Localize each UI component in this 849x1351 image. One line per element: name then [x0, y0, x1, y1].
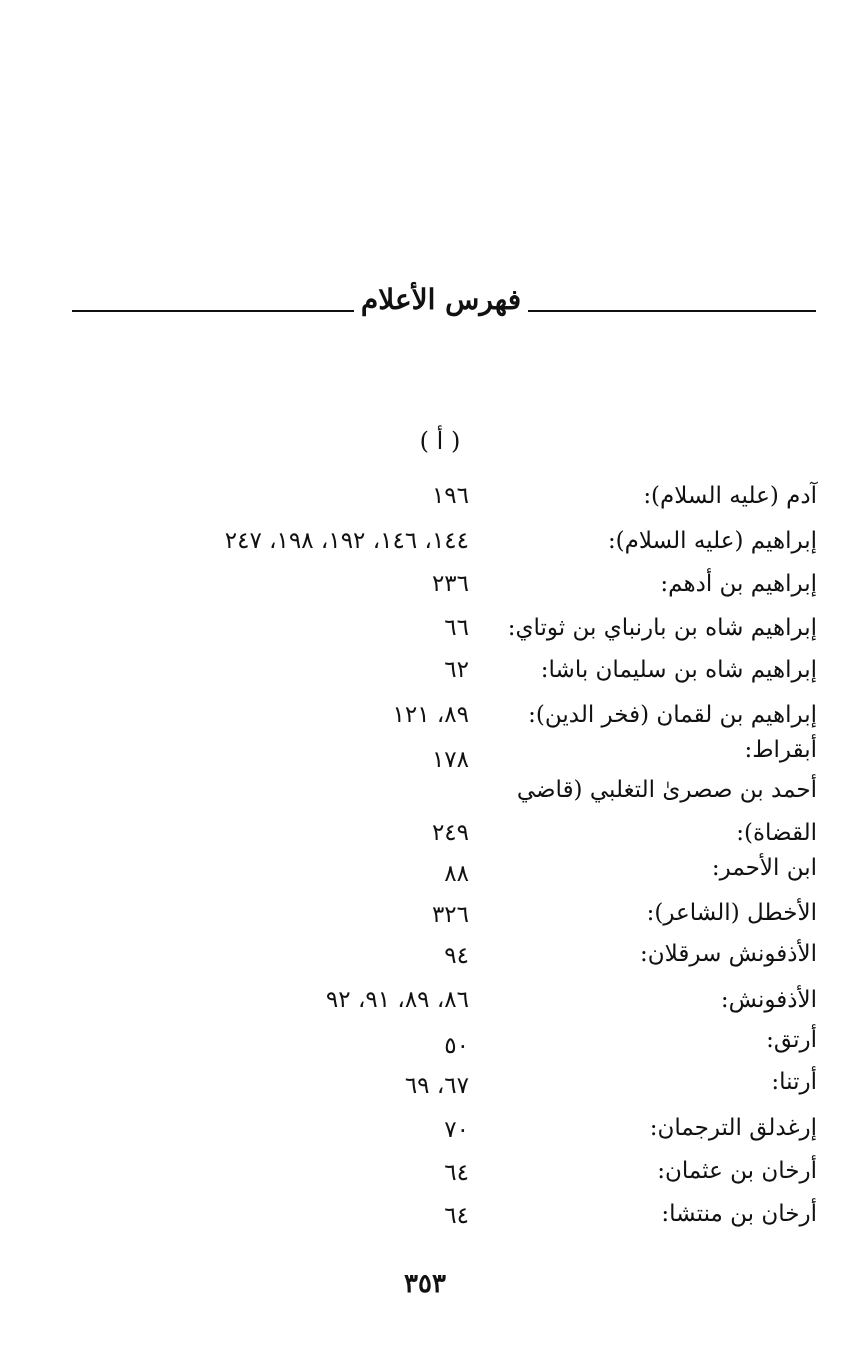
index-entry-pages: ٦٢	[444, 657, 469, 683]
index-entry-name: إبراهيم (عليه السلام):	[607, 528, 817, 554]
index-entry-pages: ٩٤	[444, 943, 469, 969]
index-entry-name: أرتنا:	[771, 1069, 817, 1095]
index-entry-name: الأخطل (الشاعر):	[646, 900, 817, 926]
index-entry-name: إبراهيم شاه بن سليمان باشا:	[540, 657, 817, 683]
index-entry-pages: ٨٨	[444, 861, 469, 887]
index-entry-pages: ٨٩، ١٢١	[392, 702, 469, 728]
index-entry-name: آدم (عليه السلام):	[643, 483, 817, 509]
index-entry-pages: ٢٣٦	[431, 571, 469, 597]
index-entry-pages: ١٩٦	[431, 483, 469, 509]
index-entry-name: أرخان بن منتشا:	[661, 1201, 817, 1227]
index-entry-pages: ١٤٤، ١٤٦، ١٩٢، ١٩٨، ٢٤٧	[224, 528, 469, 554]
index-entry-pages: ٧٠	[444, 1117, 469, 1143]
index-entry-pages: ٦٤	[444, 1203, 469, 1229]
index-entry-pages: ٨٦، ٨٩، ٩١، ٩٢	[325, 987, 469, 1013]
index-entry-name: الأذفونش:	[720, 987, 817, 1013]
index-entry-name: إرغدلق الترجمان:	[649, 1115, 817, 1141]
page-title: فهرس الأعلام	[360, 283, 522, 316]
index-entry-pages: ١٧٨	[431, 747, 469, 773]
index-entry-name: أبقراط:	[744, 737, 817, 763]
index-entry-name: الأذفونش سرقلان:	[640, 941, 817, 967]
index-entry-pages: ٦٧، ٦٩	[404, 1073, 469, 1099]
index-entry-name: أحمد بن صصرىٰ التغلبي (قاضي	[516, 777, 817, 803]
index-entry-name: القضاة):	[736, 820, 817, 846]
index-entry-name: ابن الأحمر:	[711, 855, 817, 881]
index-entry-name: إبراهيم بن أدهم:	[660, 571, 817, 597]
index-entry-name: أرخان بن عثمان:	[657, 1158, 817, 1184]
index-entry-pages: ٢٤٩	[431, 820, 469, 846]
index-entry-pages: ٣٢٦	[431, 902, 469, 928]
index-entry-pages: ٦٦	[444, 615, 469, 641]
section-letter-heading: ( أ )	[419, 427, 461, 455]
index-entry-name: أرتق:	[766, 1027, 817, 1053]
page-number: ٣٥٣	[404, 1269, 446, 1299]
index-entry-pages: ٦٤	[444, 1160, 469, 1186]
index-entry-name: إبراهيم شاه بن بارنباي بن ثوتاي:	[507, 615, 817, 641]
index-entry-name: إبراهيم بن لقمان (فخر الدين):	[528, 702, 817, 728]
index-entry-pages: ٥٠	[444, 1033, 469, 1059]
